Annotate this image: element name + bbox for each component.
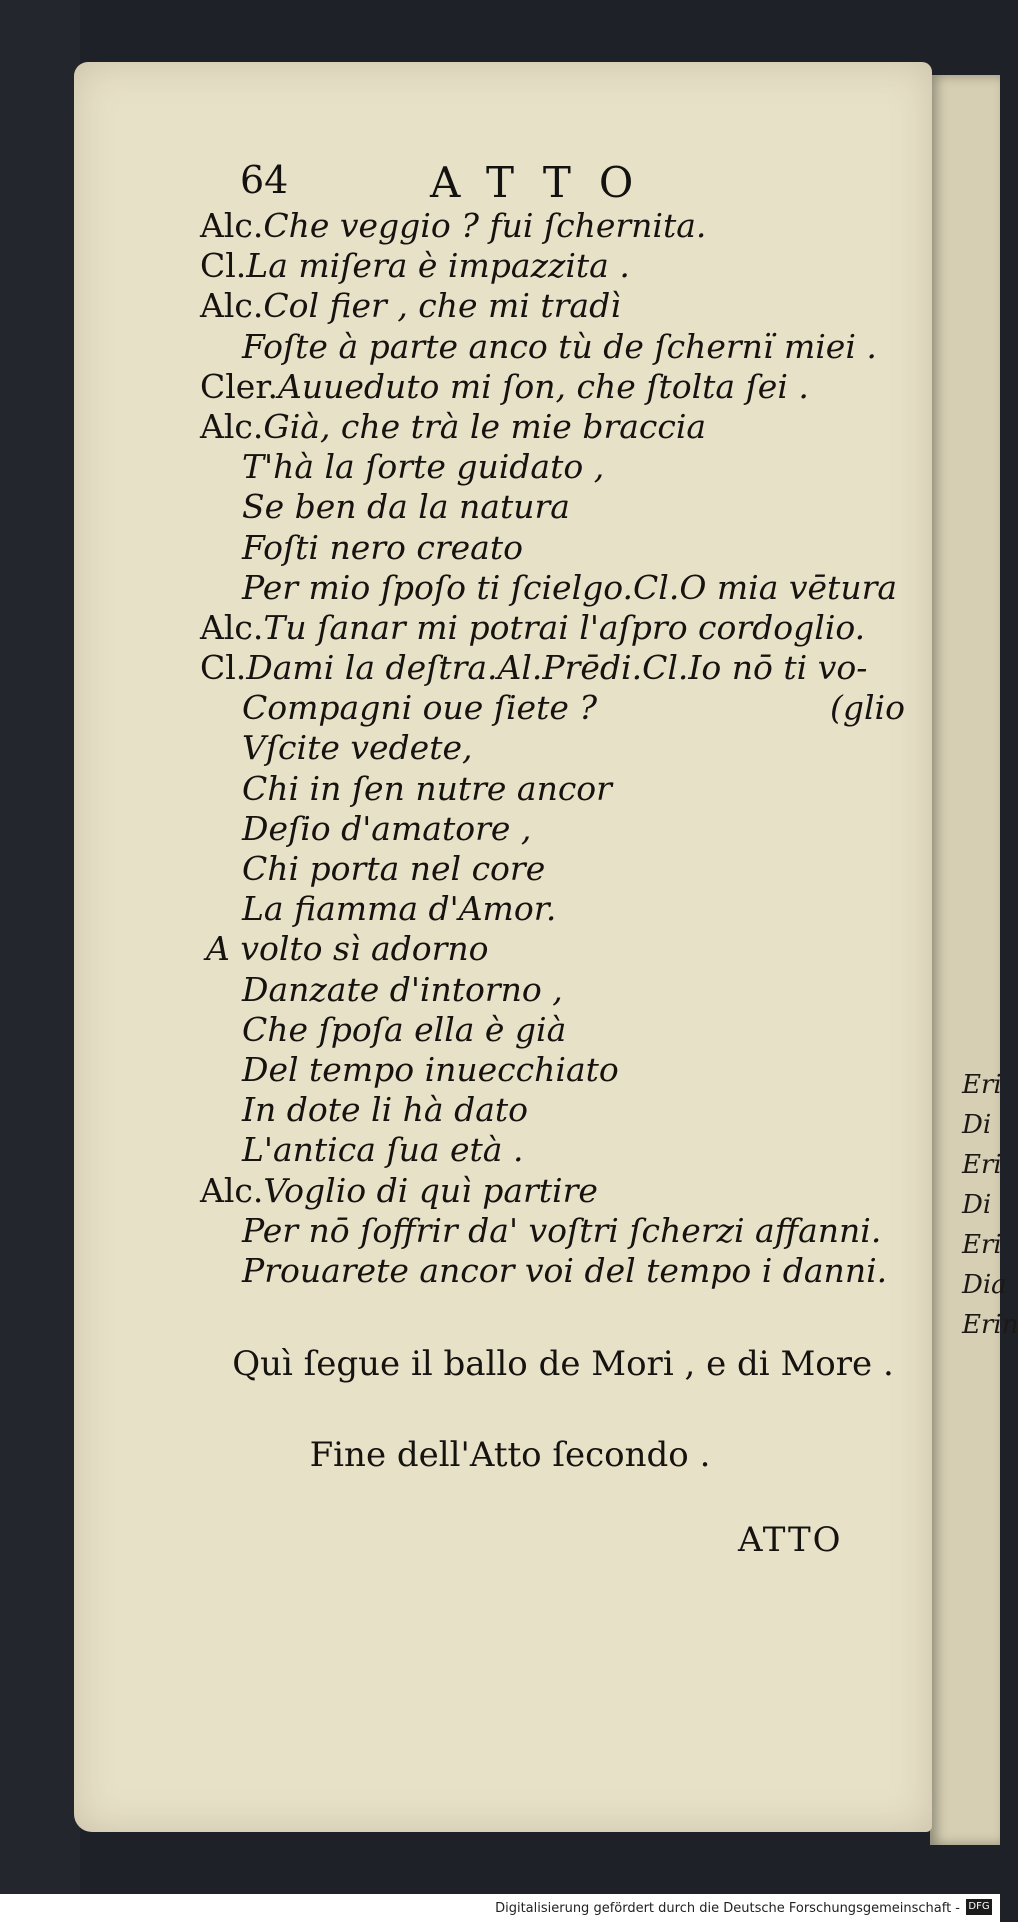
verse-text: T'hà la ſorte guidato , [242,447,605,487]
text-line [200,648,920,688]
text-line [200,1090,920,1130]
speaker-label: Alc. [200,607,264,647]
edge-fragment: Eri [962,1070,1002,1100]
next-page-edge [930,75,1018,1845]
speaker-label: Alc. [200,1170,264,1210]
edge-fragment: Dia [962,1270,1007,1300]
text-line [200,367,920,407]
verse-text: Vſcite vedete, [242,728,473,768]
dialogue-text [200,206,920,1291]
verse-text: Per nō ſoffrir da' voſtri ſcherzi affanni. [242,1210,882,1250]
speaker-label: Cl. [200,648,247,688]
verse-text: Se ben da la natura [242,487,570,527]
verse-text: Compagni oue ſiete ? [242,688,598,728]
text-line [200,568,920,608]
text-line [200,447,920,487]
text-line [200,206,920,246]
verse-text: Tu ſanar mi potrai l'aſpro cordoglio. [263,607,866,647]
edge-fragment: Di [962,1110,992,1140]
running-head: ATTO [430,158,662,207]
text-line [200,1010,920,1050]
text-line [200,809,920,849]
verse-text: Voglio di quì partire [263,1170,598,1210]
footer-credit: Digitalisierung gefördert durch die Deutsche Forschungsgemeinschaft - [495,1901,960,1916]
verse-text: Foſte à parte anco tù de ſchernï miei . [242,326,877,366]
speaker-label: Alc. [200,286,264,326]
text-line [200,929,920,969]
page-number: 64 [240,158,289,202]
text-line [200,728,920,768]
verse-text: In dote li hà dato [242,1090,528,1130]
verse-text: Prouarete ancor voi del tempo i danni. [242,1250,888,1290]
text-line [200,769,920,809]
verse-text: Dami la deſtra.Al.Prēdi.Cl.Io nō ti vo- [246,648,868,688]
verse-text: Col fier , che mi tradì [263,286,621,326]
verse-text: La fiamma d'Amor. [242,889,557,929]
verse-text: Auueduto mi ſon, che ſtolta ſei . [277,366,809,406]
verse-text: Danzate d'intorno , [242,969,563,1009]
text-line [200,688,920,728]
verse-text: Che ſpoſa ella è già [242,1009,567,1049]
verse-text: La miſera è impazzita . [246,246,630,286]
stage-direction-ballo: Quì ſegue il ballo de Mori , e di More . [232,1344,894,1384]
text-line [200,1050,920,1090]
dfg-logo-icon: DFG [966,1899,992,1915]
verse-text: Chi in ſen nutre ancor [242,768,612,808]
verse-text: Foſti nero creato [242,527,523,567]
verse-text: Già, che trà le mie braccia [263,406,707,446]
next-page-edge-text [962,1065,1018,1345]
speaker-label: Alc. [200,206,264,245]
text-line [200,246,920,286]
edge-fragment: Eri [962,1150,1002,1180]
verse-text: Per mio ſpoſo ti ſcielgo.Cl.O mia vētura [242,567,898,607]
act-end-note: Fine dell'Atto ſecondo . [309,1435,711,1475]
speaker-label: Alc. [200,406,264,446]
text-line [200,849,920,889]
text-line [200,970,920,1010]
edge-fragment: Erin [962,1310,1018,1340]
verse-text: Del tempo inuecchiato [242,1049,619,1089]
text-line [200,1130,920,1170]
speaker-label: Cl. [200,246,247,286]
page-header [240,158,700,208]
text-line [200,528,920,568]
text-line [200,1251,920,1291]
text-line [200,286,920,326]
text-line [200,407,920,447]
edge-fragment: Di [962,1190,992,1220]
verse-text: Deſio d'amatore , [242,808,532,848]
verse-text: A volto sì adorno [206,929,489,969]
verse-text: Chi porta nel core [242,849,546,888]
verse-text: L'antica ſua età . [242,1130,524,1170]
text-line [200,1211,920,1251]
scan-backdrop [0,0,80,1922]
digitization-footer [0,1894,1000,1922]
text-line [200,487,920,527]
verse-text: Che veggio ? fui ſchernita. [263,206,707,245]
turnover-fragment: (glio [830,688,905,728]
text-line [200,889,920,929]
catchword: ATTO [738,1520,843,1560]
text-line [200,1171,920,1211]
text-line [200,327,920,367]
edge-fragment: Eri [962,1230,1002,1260]
text-line [200,608,920,648]
speaker-label: Cler. [200,366,278,406]
